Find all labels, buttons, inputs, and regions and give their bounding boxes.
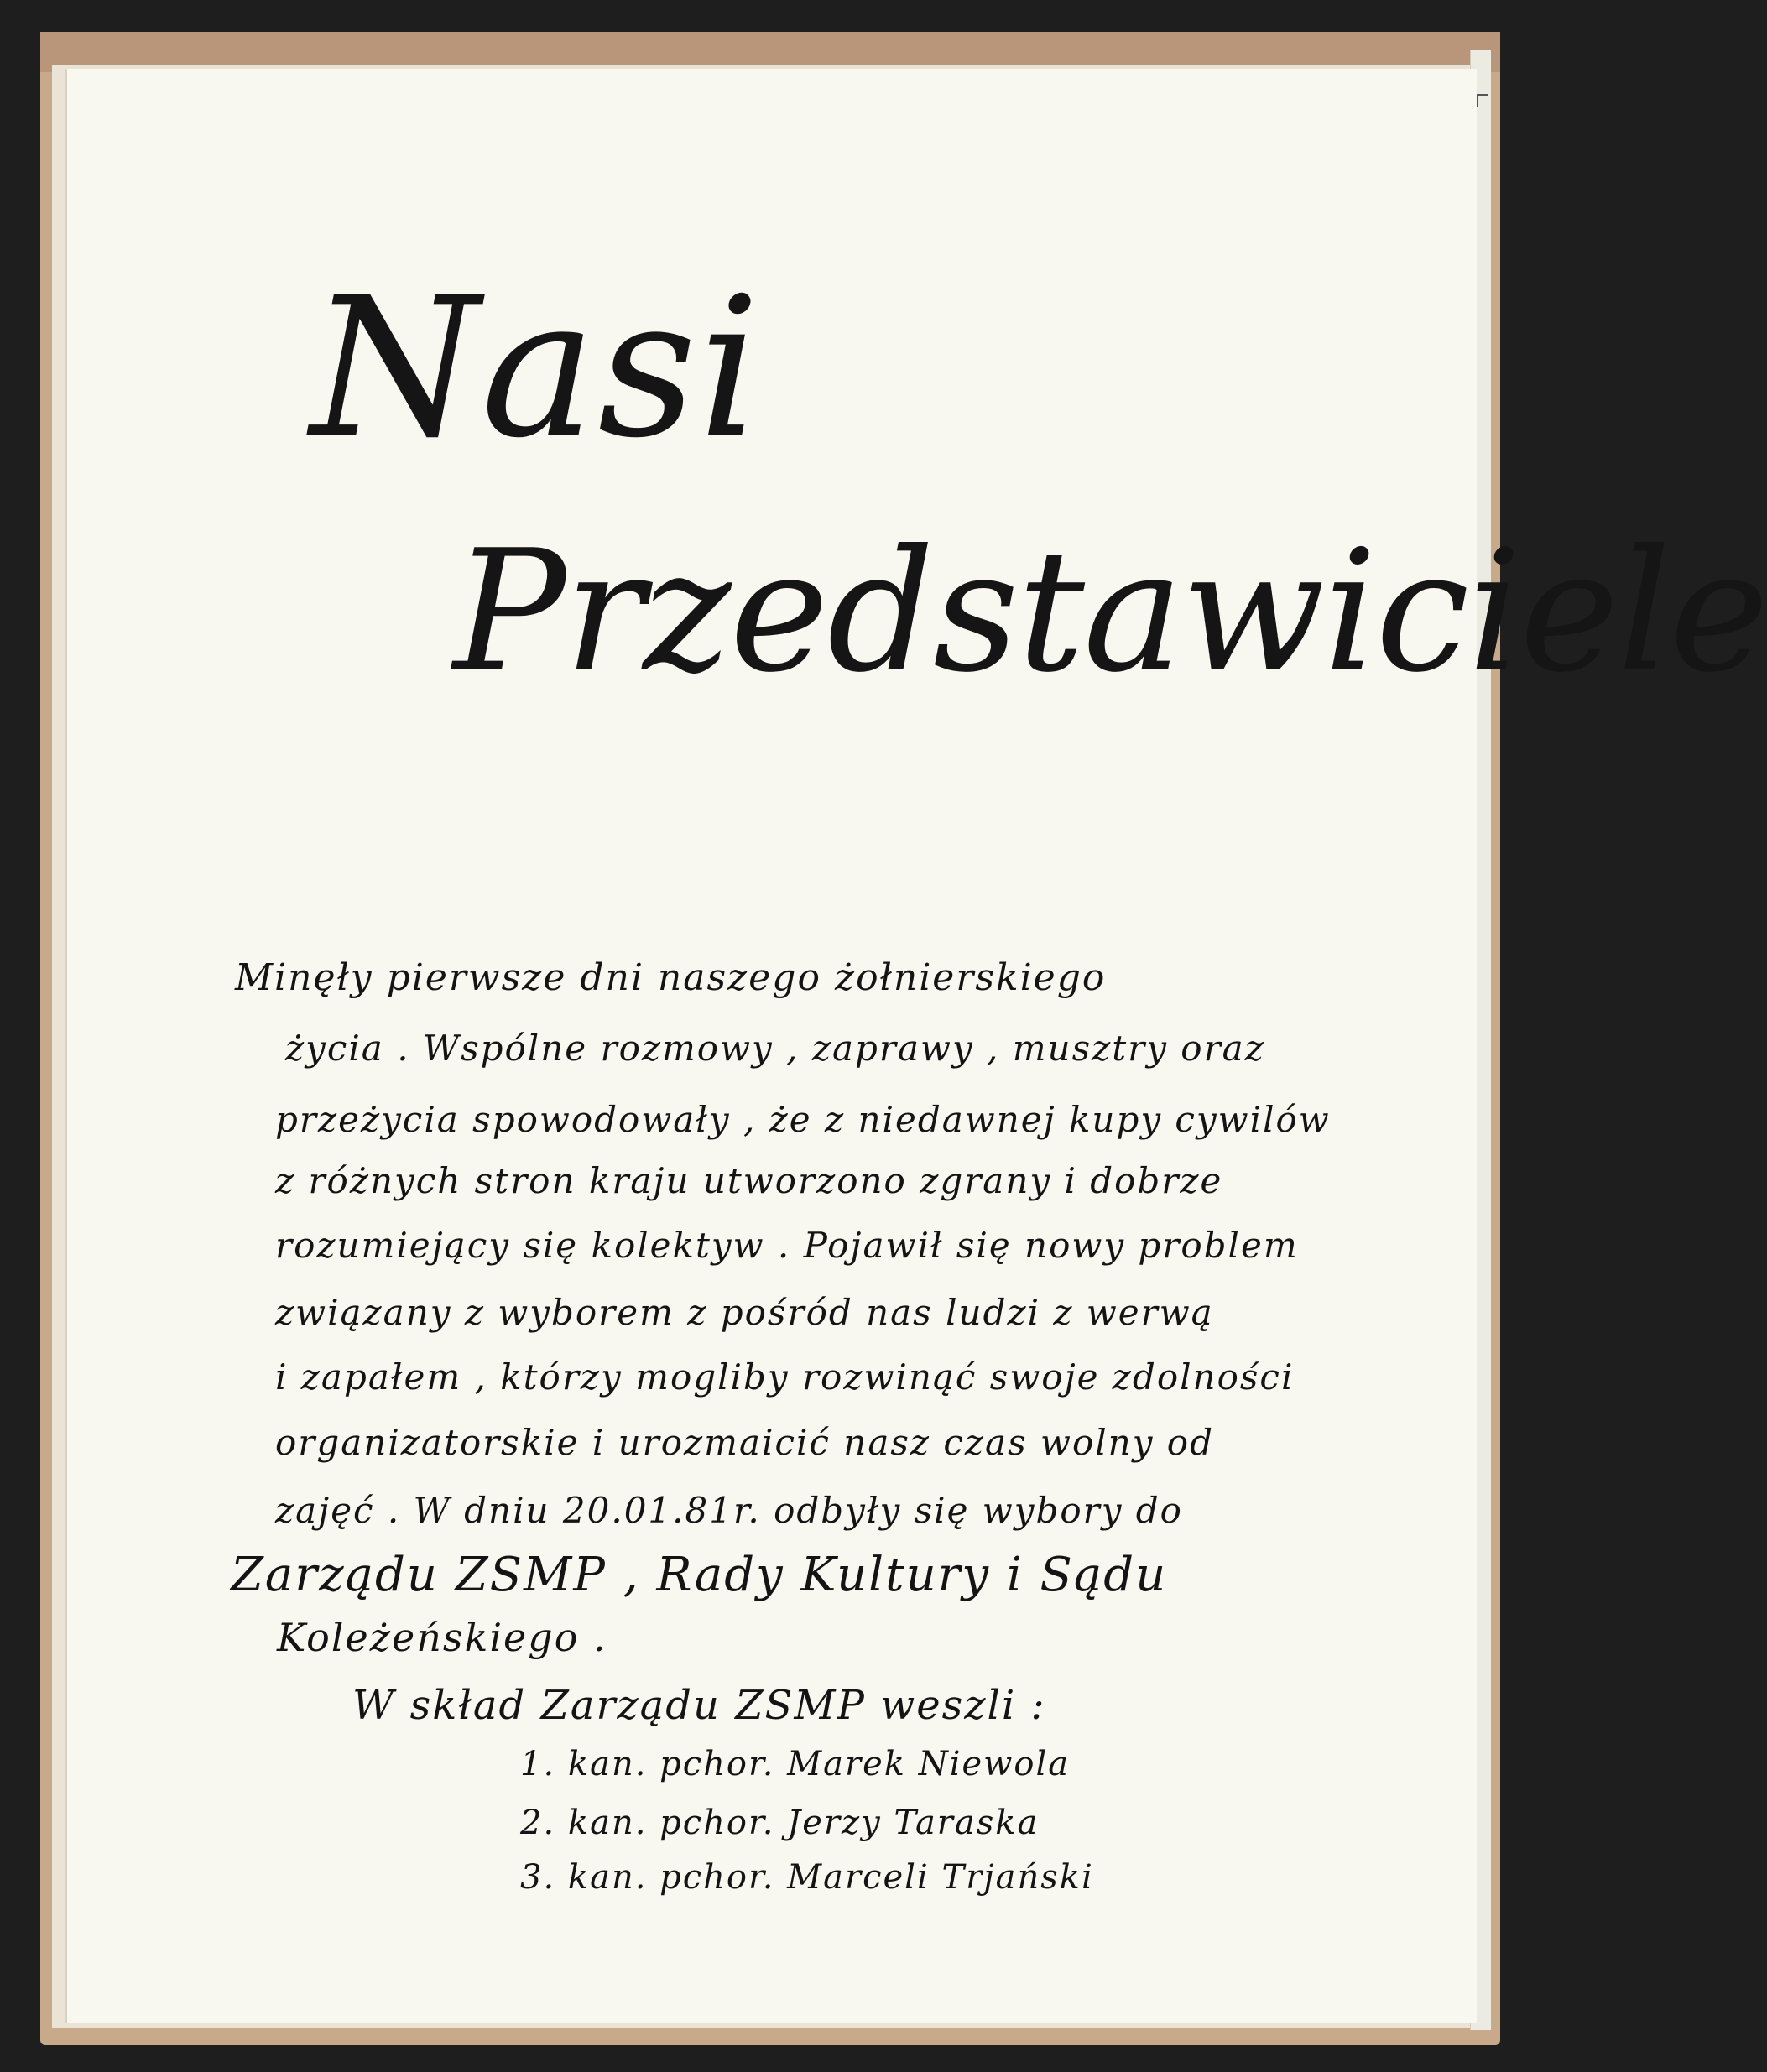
body-line: W skład Zarządu ZSMP weszli : xyxy=(352,1682,1046,1729)
body-line: rozumiejący się kolektyw . Pojawił się nowy problem xyxy=(275,1225,1299,1266)
body-line: Zarządu ZSMP , Rady Kultury i Sądu xyxy=(231,1548,1168,1602)
body-line: z różnych stron kraju utworzono zgrany i dobrze xyxy=(275,1160,1223,1201)
body-line: organizatorskie i urozmaicić nasz czas wolny od xyxy=(275,1422,1214,1463)
member-line: 1. kan. pchor. Marek Niewola xyxy=(520,1745,1071,1783)
body-line: zajęć . W dniu 20.01.81r. odbyły się wybory do xyxy=(275,1490,1183,1531)
corner-mark xyxy=(1477,94,1488,107)
body-line: przeżycia spowodowały , że z niedawnej kupy cywilów xyxy=(275,1099,1331,1140)
body-line: Koleżeńskiego . xyxy=(277,1615,607,1660)
body-line: życia . Wspólne rozmowy , zaprawy , musztry oraz xyxy=(285,1028,1265,1069)
body-line: i zapałem , którzy mogliby rozwinąć swoje zdolności xyxy=(275,1356,1295,1398)
body-line: związany z wyborem z pośród nas ludzi z werwą xyxy=(275,1292,1214,1333)
page-title-line-1: Nasi xyxy=(310,257,762,481)
page-title-line-2: Przedstawiciele xyxy=(453,514,1767,710)
body-line: Minęły pierwsze dni naszego żołnierskiego xyxy=(235,956,1107,999)
member-line: 3. kan. pchor. Marceli Trjański xyxy=(520,1858,1094,1897)
member-line: 2. kan. pchor. Jerzy Taraska xyxy=(520,1804,1040,1842)
